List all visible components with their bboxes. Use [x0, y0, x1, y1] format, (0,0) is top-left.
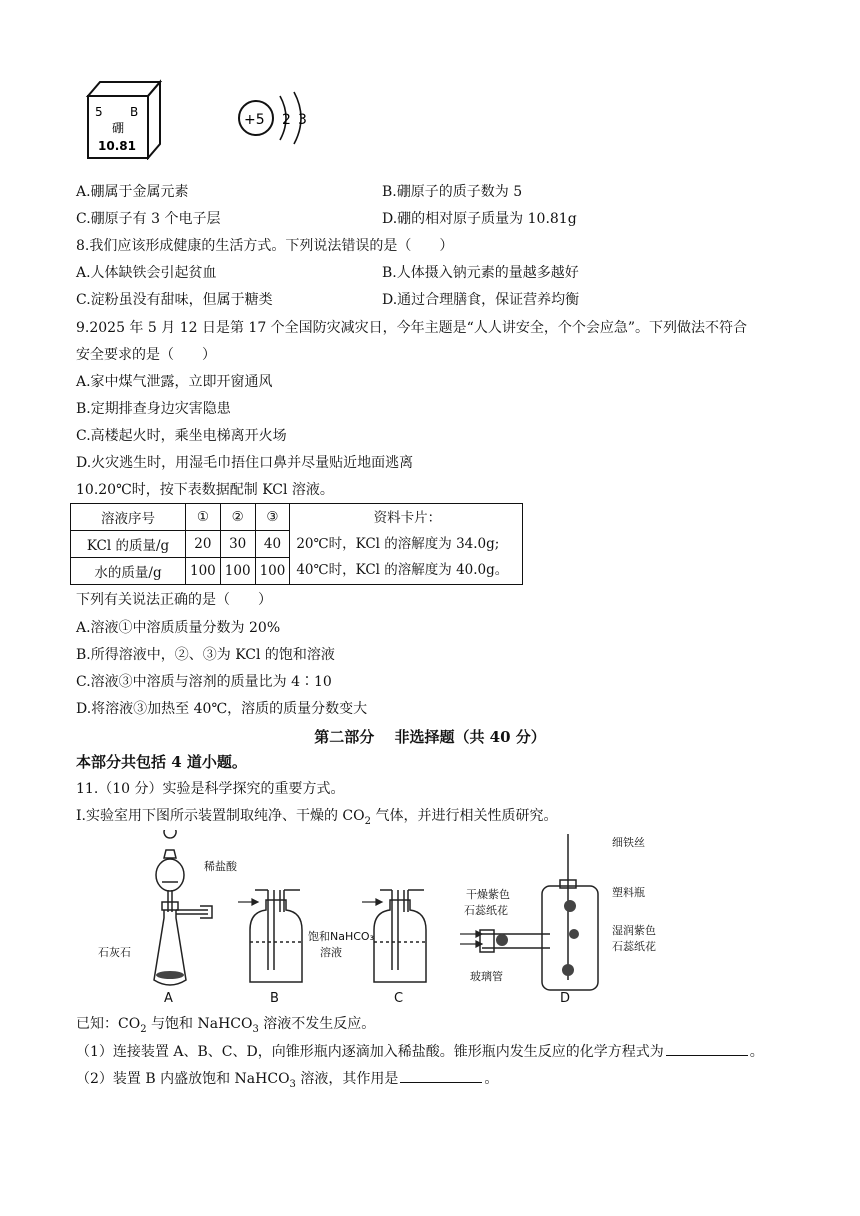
- label-dry-2: 石蕊纸花: [464, 904, 508, 917]
- element-name: 硼: [112, 121, 125, 135]
- known-pre: 已知：CO: [76, 1016, 141, 1032]
- co2-apparatus-diagram: [90, 830, 710, 1010]
- label-nahco3-2: 溶液: [320, 946, 342, 959]
- header-2: ②: [220, 504, 255, 531]
- label-bottle: 塑料瓶: [612, 886, 645, 899]
- q10-option-b: B.所得溶液中，②、③为 KCl 的饱和溶液: [76, 647, 335, 663]
- info-card-line1: 20℃时，KCl 的溶解度为 34.0g;: [296, 536, 500, 552]
- q8-option-a: A.人体缺铁会引起贫血: [76, 265, 217, 281]
- part-two-heading: 第二部分 非选择题（共 40 分）: [314, 728, 546, 746]
- label-wire: 细铁丝: [612, 836, 645, 849]
- q10-option-c: C.溶液③中溶质与溶剂的质量比为 4∶10: [76, 674, 332, 690]
- boron-element-card: [80, 74, 170, 160]
- subscript: 3: [289, 1078, 296, 1090]
- info-card-title: 资料卡片：: [373, 510, 442, 526]
- boron-atom-structure: [236, 90, 320, 146]
- water-mass-1: 100: [186, 558, 221, 585]
- shell-2-electrons: 3: [298, 112, 307, 128]
- q11-sub2: [76, 1068, 498, 1095]
- q11-sub2-post: 溶液，其作用是: [295, 1071, 399, 1087]
- q11-sub1: [76, 1041, 764, 1062]
- nucleus-charge: +5: [244, 112, 265, 128]
- subscript: 2: [140, 1023, 147, 1035]
- part-two-intro: 本部分共包括 4 道小题。: [76, 753, 247, 771]
- header-3: ③: [255, 504, 290, 531]
- q9-option-b: B.定期排查身边灾害隐患: [76, 401, 231, 417]
- q11-sub2-pre: （2）装置 B 内盛放饱和 NaHCO: [76, 1071, 290, 1087]
- known-end: 溶液不发生反应。: [258, 1016, 376, 1032]
- q9-stem-line1: 9.2025 年 5 月 12 日是第 17 个全国防灾减灾日，今年主题是“人人讲安全，个个会应急”。下列做法不符合: [76, 320, 747, 336]
- letter-a: A: [164, 991, 173, 1006]
- q11-part-i-post: 气体，并进行相关性质研究。: [371, 808, 558, 824]
- q7-option-a: A.硼属于金属元素: [76, 184, 189, 200]
- q9-option-c: C.高楼起火时，乘坐电梯离开火场: [76, 428, 287, 444]
- label-tube: 玻璃管: [470, 970, 503, 983]
- letter-c: C: [394, 991, 404, 1006]
- subscript: 2: [364, 815, 371, 827]
- q8-option-d: D.通过合理膳食，保证营养均衡: [382, 292, 580, 308]
- letter-d: D: [560, 991, 571, 1006]
- kcl-mass-2: 30: [220, 531, 255, 558]
- q11-part-i: [76, 806, 557, 832]
- q7-option-c: C.硼原子有 3 个电子层: [76, 211, 221, 227]
- answer-blank-2[interactable]: [400, 1068, 482, 1083]
- shell-1-electrons: 2: [282, 112, 291, 128]
- letter-b: B: [270, 991, 279, 1006]
- q11-sub1-text: （1）连接装置 A、B、C、D，向锥形瓶内逐滴加入稀盐酸。锥形瓶内发生反应的化学方程式为: [76, 1044, 664, 1060]
- kcl-mass-3: 40: [255, 531, 290, 558]
- q7-option-b: B.硼原子的质子数为 5: [382, 184, 523, 200]
- q9-stem-line2: 安全要求的是（ ）: [76, 347, 216, 363]
- q10-option-d: D.将溶液③加热至 40℃，溶质的质量分数变大: [76, 701, 368, 717]
- q11-sub1-end: 。: [749, 1044, 764, 1060]
- label-limestone: 石灰石: [98, 946, 131, 959]
- row-label-kcl-mass: KCl 的质量/g: [71, 531, 186, 558]
- q9-option-a: A.家中煤气泄露，立即开窗通风: [76, 374, 273, 390]
- element-symbol: B: [130, 105, 139, 119]
- q9-option-d: D.火灾逃生时，用湿毛巾捂住口鼻并尽量贴近地面逃离: [76, 455, 414, 471]
- element-number: 5: [95, 105, 103, 119]
- q10-question: 下列有关说法正确的是（ ）: [76, 592, 272, 608]
- q10-stem: 10.20℃时，按下表数据配制 KCl 溶液。: [76, 482, 334, 498]
- q11-sub2-end: 。: [484, 1071, 499, 1087]
- known-post: 与饱和 NaHCO: [146, 1016, 253, 1032]
- water-mass-2: 100: [220, 558, 255, 585]
- info-card: [290, 504, 523, 585]
- kcl-mass-1: 20: [186, 531, 221, 558]
- label-dry-1: 干燥紫色: [466, 888, 510, 901]
- row-label-water-mass: 水的质量/g: [71, 558, 186, 585]
- subscript: 3: [252, 1023, 259, 1035]
- kcl-solution-table: [70, 503, 523, 585]
- answer-blank-1[interactable]: [666, 1041, 748, 1056]
- info-card-line2: 40℃时，KCl 的溶解度为 40.0g。: [296, 562, 509, 578]
- q11-part-i-pre: I.实验室用下图所示装置制取纯净、干燥的 CO: [76, 808, 365, 824]
- row-label-solution-no: 溶液序号: [71, 504, 186, 531]
- water-mass-3: 100: [255, 558, 290, 585]
- q8-option-b: B.人体摄入钠元素的量越多越好: [382, 265, 579, 281]
- label-wet-2: 石蕊纸花: [612, 940, 656, 953]
- table-row: [71, 504, 523, 531]
- q11-known: [76, 1014, 375, 1040]
- element-mass: 10.81: [98, 139, 136, 153]
- label-nahco3-1: 饱和NaHCO₃: [308, 930, 374, 943]
- label-hcl: 稀盐酸: [204, 860, 237, 873]
- q10-option-a: A.溶液①中溶质质量分数为 20%: [76, 620, 281, 636]
- label-wet-1: 湿润紫色: [612, 924, 656, 937]
- header-1: ①: [186, 504, 221, 531]
- q11-stem: 11.（10 分）实验是科学探究的重要方式。: [76, 781, 345, 797]
- q8-stem: 8.我们应该形成健康的生活方式。下列说法错误的是（ ）: [76, 238, 454, 254]
- q7-option-d: D.硼的相对原子质量为 10.81g: [382, 211, 577, 227]
- q8-option-c: C.淀粉虽没有甜味，但属于糖类: [76, 292, 273, 308]
